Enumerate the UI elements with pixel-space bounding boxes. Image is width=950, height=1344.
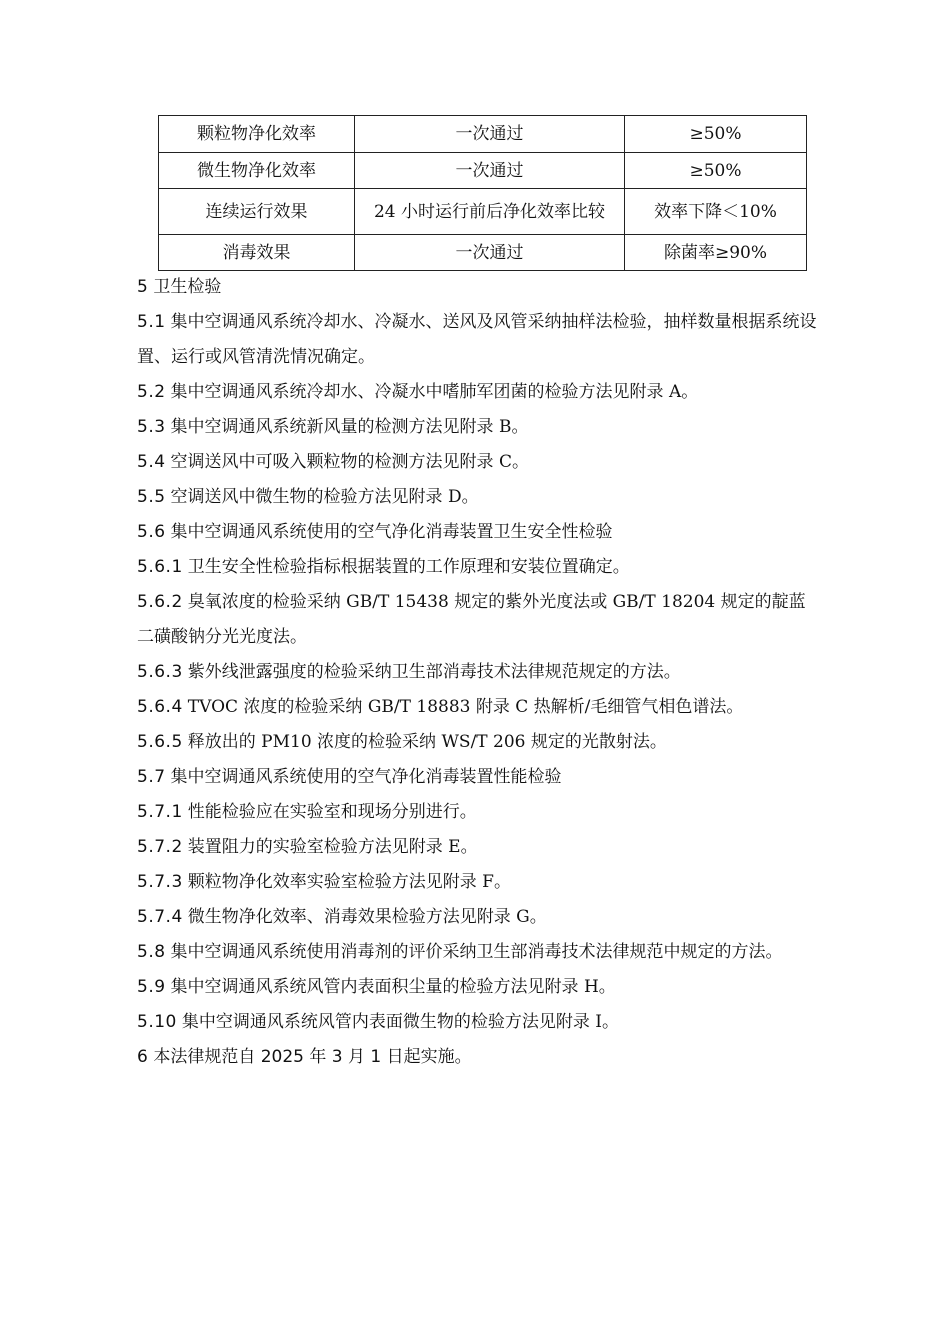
section-text: 卫生检验	[153, 277, 222, 297]
clause-number: 5.6	[137, 522, 166, 542]
clause-text: 集中空调通风系统冷却水、冷凝水中嗜肺军团菌的检验方法见附录 A。	[170, 382, 699, 402]
clause-text: 卫生安全性检验指标根据装置的工作原理和安装位置确定。	[187, 557, 630, 577]
table-cell: 连续运行效果	[159, 189, 355, 235]
clause-text: 集中空调通风系统使用的空气净化消毒装置卫生安全性检验	[170, 522, 613, 542]
clause	[137, 725, 817, 760]
clause	[137, 970, 817, 1005]
clause-text: 空调送风中微生物的检验方法见附录 D。	[170, 487, 479, 507]
clause	[137, 900, 817, 935]
table-cell: ≥50%	[625, 153, 807, 189]
clause	[137, 550, 817, 585]
table-cell: 消毒效果	[159, 235, 355, 271]
table-cell: 24 小时运行前后净化效率比较	[355, 189, 625, 235]
clause-number: 5.7.3	[137, 872, 183, 892]
table-row	[159, 189, 807, 235]
clause-text: 集中空调通风系统使用消毒剂的评价采纳卫生部消毒技术法律规范中规定的方法。	[170, 942, 783, 962]
clause	[137, 690, 817, 725]
clause-number: 5.1	[137, 312, 166, 332]
clause-number: 5.3	[137, 417, 166, 437]
clause-number: 5.6.1	[137, 557, 183, 577]
clause-number: 5.7.1	[137, 802, 183, 822]
section-text: 本法律规范自 2025 年 3 月 1 日起实施。	[153, 1047, 472, 1067]
clause-text: 性能检验应在实验室和现场分别进行。	[187, 802, 477, 822]
section-number: 5	[137, 277, 149, 297]
clause	[137, 305, 817, 375]
clause-number: 5.7	[137, 767, 166, 787]
clause-number: 5.6.2	[137, 592, 183, 612]
document-body	[137, 270, 817, 1075]
clause	[137, 375, 817, 410]
table-cell: ≥50%	[625, 116, 807, 153]
clause-text: 集中空调通风系统风管内表面微生物的检验方法见附录 I。	[181, 1012, 619, 1032]
section-heading	[137, 270, 817, 305]
clause-number: 5.6.3	[137, 662, 183, 682]
clause	[137, 480, 817, 515]
clause	[137, 795, 817, 830]
clause-text: 集中空调通风系统风管内表面积尘量的检验方法见附录 H。	[170, 977, 616, 997]
clause	[137, 410, 817, 445]
clause-number: 5.4	[137, 452, 166, 472]
clause	[137, 445, 817, 480]
clause-text: 紫外线泄露强度的检验采纳卫生部消毒技术法律规范规定的方法。	[187, 662, 681, 682]
clause-text: 颗粒物净化效率实验室检验方法见附录 F。	[187, 872, 511, 892]
clause-text: 微生物净化效率、消毒效果检验方法见附录 G。	[187, 907, 547, 927]
table-cell: 颗粒物净化效率	[159, 116, 355, 153]
clause-number: 5.7.2	[137, 837, 183, 857]
clause-number: 5.10	[137, 1012, 177, 1032]
clause-number: 5.7.4	[137, 907, 183, 927]
clause-text: 集中空调通风系统新风量的检测方法见附录 B。	[170, 417, 529, 437]
clause	[137, 655, 817, 690]
clause-text: 装置阻力的实验室检验方法见附录 E。	[187, 837, 478, 857]
performance-table	[158, 115, 807, 271]
clause-text: 集中空调通风系统冷却水、冷凝水、送风及风管采纳抽样法检验，抽样数量根据系统设置、运行或风管清洗情况确定。	[137, 312, 817, 367]
clause-number: 5.8	[137, 942, 166, 962]
table-row	[159, 116, 807, 153]
table-cell: 微生物净化效率	[159, 153, 355, 189]
clause	[137, 760, 817, 795]
clause	[137, 935, 817, 970]
clause	[137, 515, 817, 550]
clause	[137, 830, 817, 865]
table-cell: 一次通过	[355, 153, 625, 189]
table-cell: 一次通过	[355, 116, 625, 153]
clause-number: 5.6.4	[137, 697, 183, 717]
clause-number: 5.2	[137, 382, 166, 402]
clause-number: 5.6.5	[137, 732, 183, 752]
clause-number: 5.9	[137, 977, 166, 997]
table-row	[159, 153, 807, 189]
section-number: 6	[137, 1047, 149, 1067]
clause-text: 释放出的 PM10 浓度的检验采纳 WS/T 206 规定的光散射法。	[187, 732, 667, 752]
section-heading	[137, 1040, 817, 1075]
clause-text: 臭氧浓度的检验采纳 GB/T 15438 规定的紫外光度法或 GB/T 18204 规定的靛蓝二磺酸钠分光光度法。	[137, 592, 806, 647]
clause	[137, 865, 817, 900]
clause	[137, 585, 817, 655]
clause-text: TVOC 浓度的检验采纳 GB/T 18883 附录 C 热解析/毛细管气相色谱法。	[187, 697, 744, 717]
clause-text: 集中空调通风系统使用的空气净化消毒装置性能检验	[170, 767, 562, 787]
clause-number: 5.5	[137, 487, 166, 507]
table-cell: 效率下降＜10%	[625, 189, 807, 235]
clause-text: 空调送风中可吸入颗粒物的检测方法见附录 C。	[170, 452, 529, 472]
table-row	[159, 235, 807, 271]
clause	[137, 1005, 817, 1040]
table-cell: 一次通过	[355, 235, 625, 271]
table-cell: 除菌率≥90%	[625, 235, 807, 271]
